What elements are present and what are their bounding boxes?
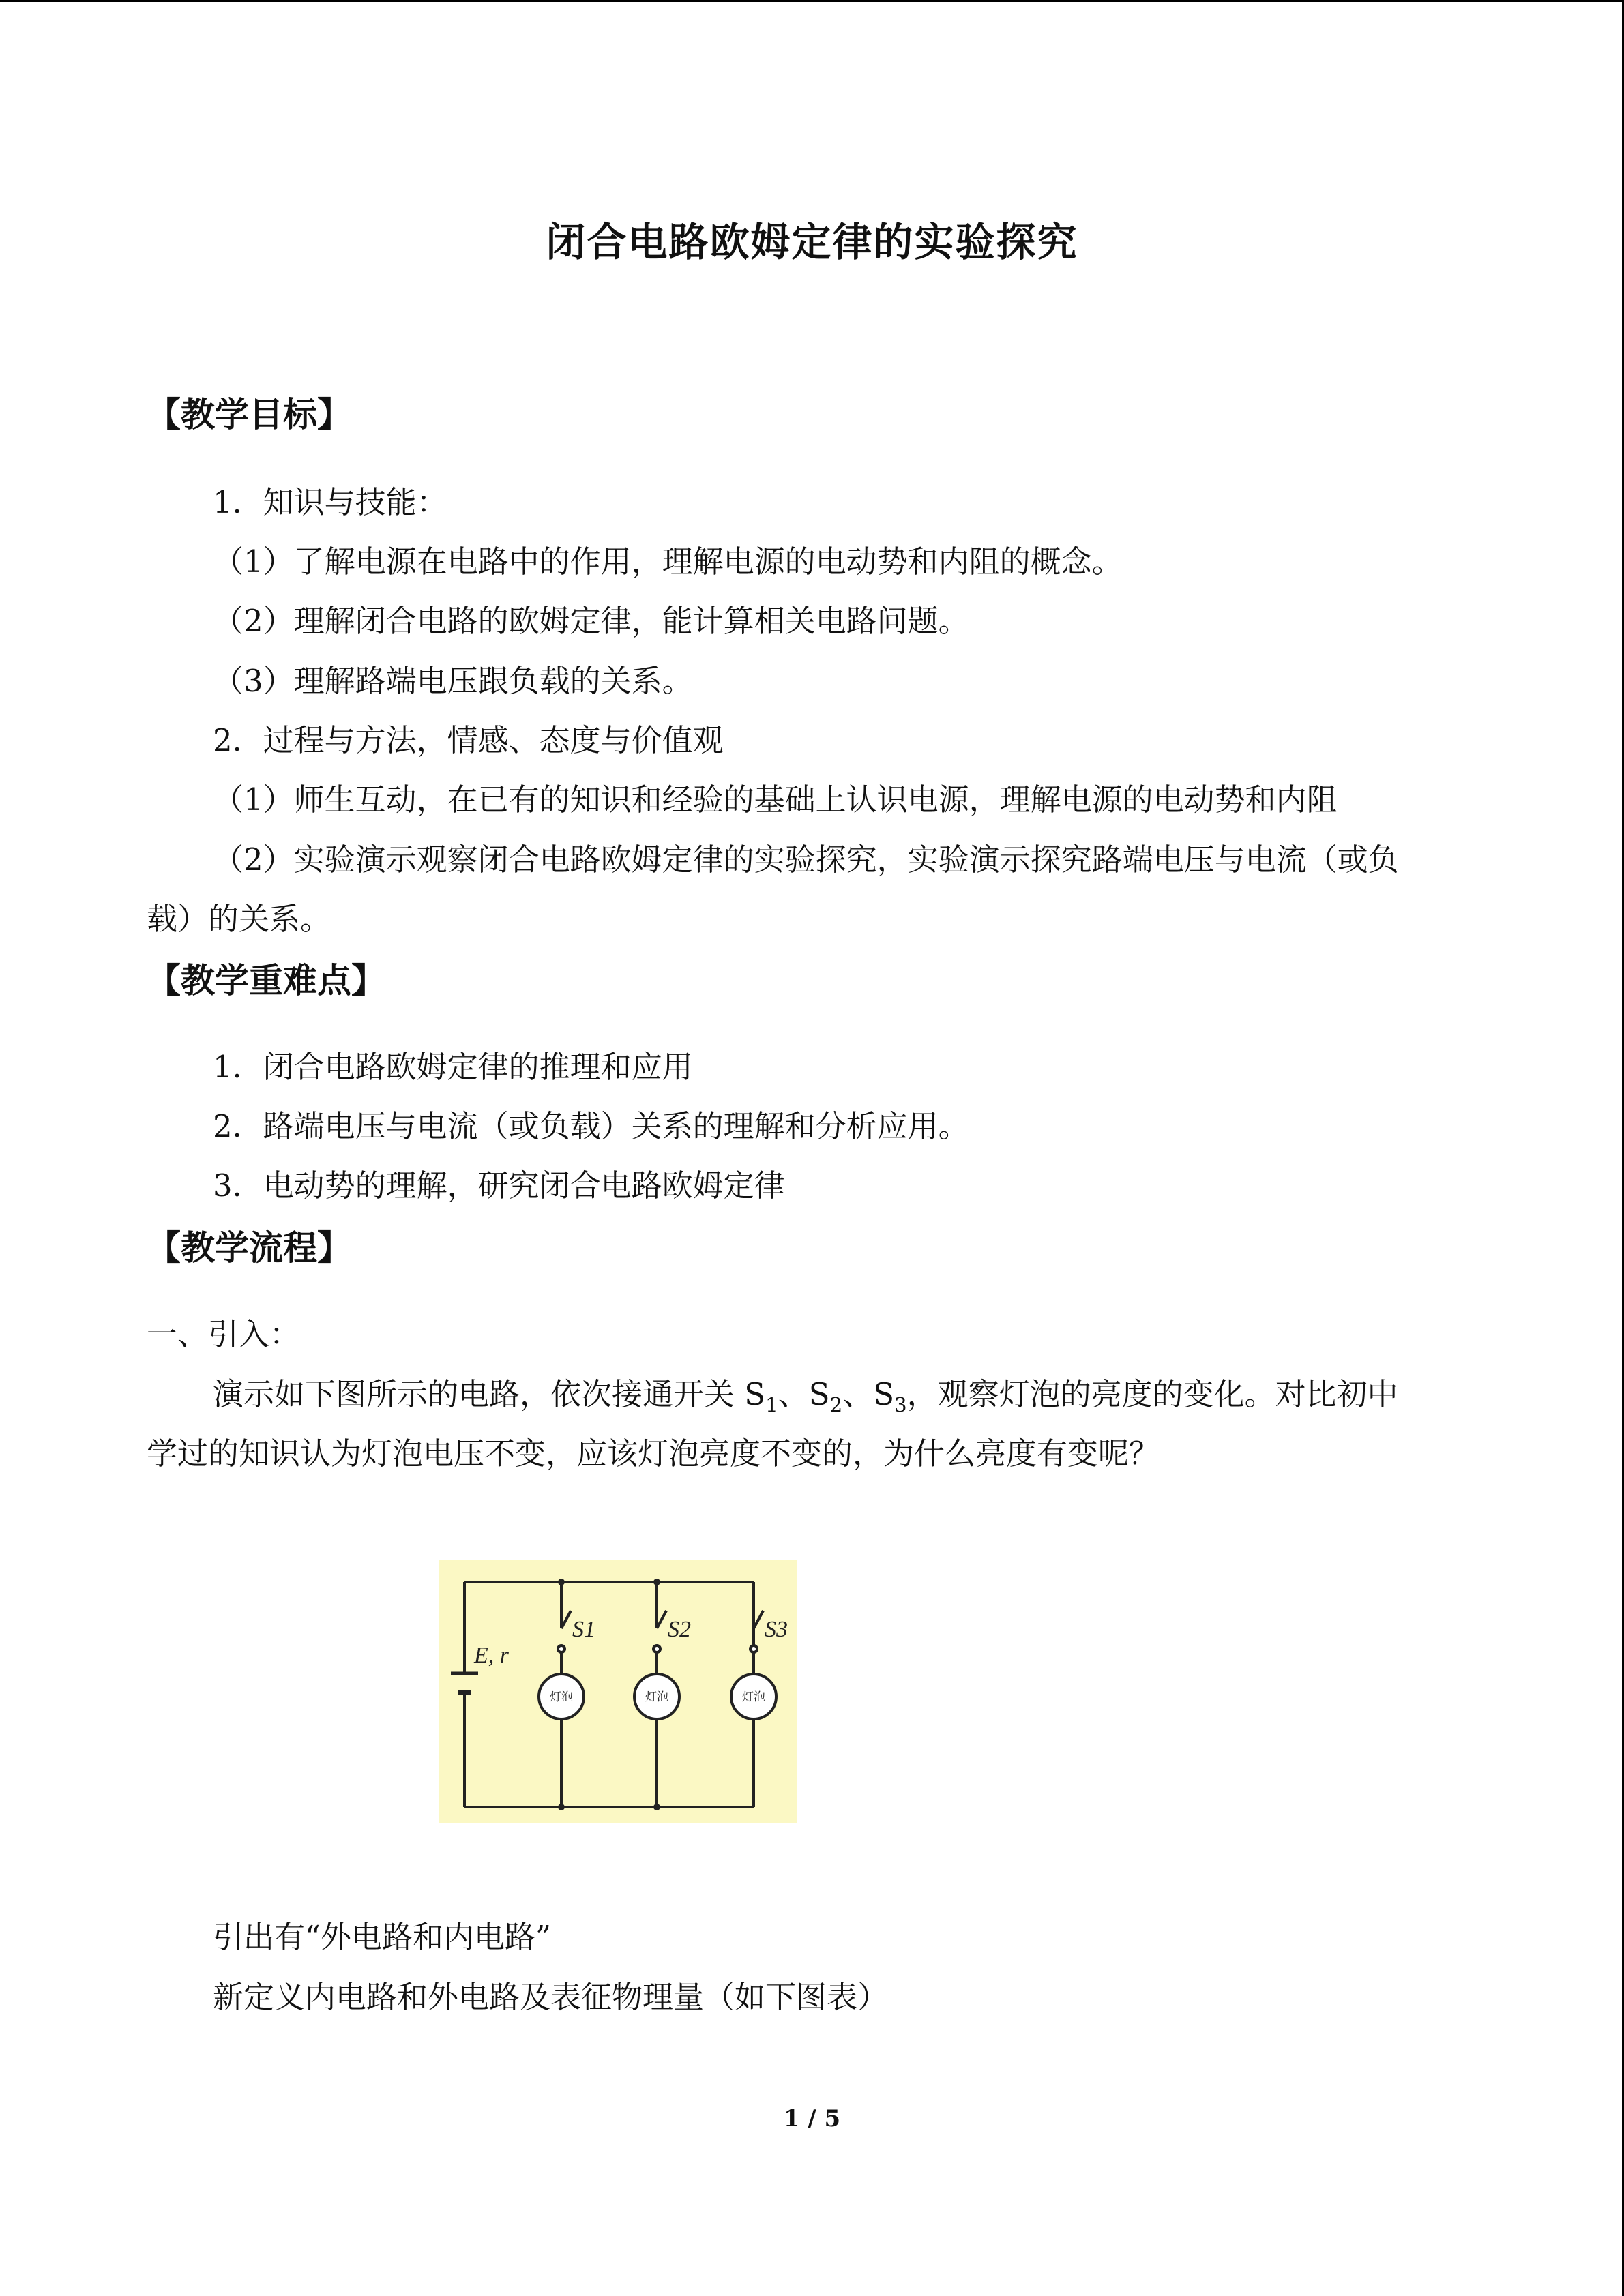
- heading-teaching-process: 【教学流程】: [147, 1228, 351, 1268]
- process-after-1: 引出有“外电路和内电路”: [213, 1919, 552, 1955]
- goal-item-1-3: （3）理解路端电压跟负载的关系。: [213, 663, 693, 699]
- subscript-1: 1: [765, 1393, 778, 1416]
- heading-teaching-goals: 【教学目标】: [147, 395, 351, 434]
- goal-item-2-1: （1）师生互动，在已有的知识和经验的基础上认识电源，理解电源的电动势和内阻: [213, 781, 1338, 818]
- key-point-3: 3．电动势的理解，研究闭合电路欧姆定律: [213, 1167, 785, 1204]
- page-top-border: [0, 0, 1624, 2]
- para-text-c: 、S: [842, 1376, 895, 1412]
- goal-item-1-1: （1）了解电源在电路中的作用，理解电源的电动势和内阻的概念。: [213, 543, 1123, 580]
- switch-label-2: S2: [668, 1617, 691, 1642]
- switch-label-1: S1: [572, 1617, 595, 1642]
- subscript-3: 3: [894, 1393, 907, 1416]
- battery-label: E, r: [474, 1643, 509, 1668]
- switch-label-3: S3: [765, 1617, 788, 1642]
- key-point-2: 2．路端电压与电流（或负载）关系的理解和分析应用。: [213, 1108, 969, 1144]
- goal-item-1: 1．知识与技能：: [213, 484, 447, 520]
- para-text-b: 、S: [778, 1376, 830, 1412]
- process-paragraph-line1: [213, 1369, 1398, 1416]
- process-after-2: 新定义内电路和外电路及表征物理量（如下图表）: [213, 1979, 889, 2015]
- subscript-2: 2: [829, 1393, 843, 1416]
- page-title: 闭合电路欧姆定律的实验探究: [546, 219, 1078, 265]
- goal-item-2-2-line2: 载）的关系。: [147, 901, 331, 937]
- circuit-diagram: [439, 1560, 797, 1823]
- goal-item-2: 2．过程与方法，情感、态度与价值观: [213, 722, 724, 758]
- goal-item-1-2: （2）理解闭合电路的欧姆定律，能计算相关电路问题。: [213, 603, 969, 639]
- key-point-1: 1．闭合电路欧姆定律的推理和应用: [213, 1049, 693, 1085]
- process-paragraph-line2: 学过的知识认为灯泡电压不变，应该灯泡亮度不变的，为什么亮度有变呢？: [147, 1435, 1160, 1472]
- page-number: 1 / 5: [783, 2105, 841, 2132]
- heading-key-points: 【教学重难点】: [147, 961, 385, 1000]
- lamp-label-3: 灯泡: [742, 1690, 765, 1704]
- lamp-label-1: 灯泡: [550, 1690, 573, 1704]
- process-intro: 一、引入：: [147, 1316, 301, 1352]
- para-text-d: ，观察灯泡的亮度的变化。对比初中: [906, 1376, 1398, 1412]
- goal-item-2-2-line1: （2）实验演示观察闭合电路欧姆定律的实验探究，实验演示探究路端电压与电流（或负: [213, 841, 1399, 878]
- para-text-a: 演示如下图所示的电路，依次接通开关 S: [213, 1376, 766, 1412]
- lamp-label-2: 灯泡: [645, 1690, 668, 1704]
